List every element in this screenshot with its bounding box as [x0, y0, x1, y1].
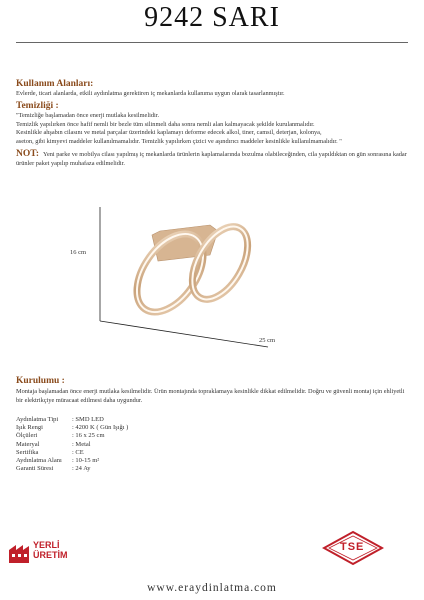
install-text: Montaja başlamadan önce enerji mutlaka kesilmelidir. Ürün montajında topraklamaya kesinlikle dikkat edilmelidir. Doğru ve güvenli montaj için ehliyetli bir elektrikçiye müracaat edilmesi daha uygundur.: [16, 388, 405, 404]
cleaning-line: aseton, gibi kimyevi maddeler kullanılmamalıdır. Temizlik yapılırken çizici ve aşındırıcı maddeler kesinlikle kullanılmamalıdır. ": [16, 137, 342, 145]
cleaning-line: "Temizliğe başlamadan önce enerji mutlaka kesilmelidir.: [16, 112, 160, 119]
cleaning-line: Kesinlikle ahşabın cilasını ve metal parçalar üzerindeki kaplamayı deforme edecek alkol, tiner, camsil, deterjan, kolonya,: [16, 129, 322, 137]
spec-value: : 4200 K ( Gün Işığı ): [72, 424, 129, 432]
spec-label: Aydınlatma Alanı: [16, 457, 62, 465]
spec-row: [16, 441, 128, 449]
spec-row: [16, 432, 128, 440]
tse-logo: [322, 530, 384, 566]
spec-value: : CE: [72, 448, 84, 456]
cleaning-heading: Temizliği :: [16, 101, 59, 111]
spec-value: : Metal: [72, 440, 91, 448]
spec-row: [16, 416, 128, 424]
ceiling-lamp: [123, 217, 259, 324]
yerli-uretim-logo: [8, 537, 68, 565]
website-footer: www.eraydinlatma.com: [147, 582, 277, 594]
spec-table: [16, 416, 128, 473]
usage-heading: Kullanım Alanları:: [16, 79, 94, 89]
spec-row: [16, 424, 128, 432]
spec-value: : 10-15 m²: [72, 457, 100, 465]
spec-row: [16, 449, 128, 457]
yerli-logo-line2: ÜRETİM: [33, 550, 68, 560]
spec-value: : SMD LED: [72, 416, 104, 423]
install-heading: Kurulumu :: [16, 376, 65, 386]
spec-label: Materyal: [16, 440, 40, 448]
width-dimension-line: [100, 321, 268, 347]
product-diagram: [60, 195, 290, 355]
spec-row: [16, 465, 128, 473]
cleaning-line: Temizlik yapılırken önce hafif nemli bir bezle tüm silinmeli daha sonra nemli alan kalmayacak şekilde kurulanmalıdır.: [16, 120, 315, 128]
spec-row: [16, 457, 128, 465]
note-heading: NOT:: [16, 149, 40, 159]
spec-label: Aydınlatma Tipi: [16, 416, 59, 423]
height-label: 16 cm: [70, 249, 87, 256]
title-divider: [16, 42, 408, 43]
tse-logo-text: TSE: [340, 541, 365, 553]
cleaning-text: [16, 112, 408, 146]
spec-value: : 16 x 25 cm: [72, 432, 105, 440]
spec-value: : 24 Ay: [72, 465, 91, 473]
spec-label: Garanti Süresi: [16, 465, 54, 473]
width-label: 25 cm: [259, 337, 276, 344]
usage-text: Evlerde, ticari alanlarda, etkili aydınlatma gerektiren iç mekanlarda kullanıma uygun olarak tasarlanmıştır.: [16, 90, 285, 97]
spec-label: Ölçüleri: [16, 432, 38, 440]
note-block: [16, 150, 408, 168]
note-text: Yeni parke ve mobilya cilası yapılmış iç mekanlarda ürünlerin kaplamalarında bozulma olabileceğinden, cila yapıldıktan on gün sonrasına kadar ürünler paket yapılıp muhafaza edilmelidir.: [16, 151, 407, 167]
spec-label: Işık Rengi: [16, 424, 43, 432]
factory-icon: [8, 538, 30, 564]
product-title: 9242 SARI: [144, 2, 280, 33]
yerli-logo-line1: YERLİ: [33, 540, 60, 550]
spec-label: Sertifika: [16, 448, 39, 456]
